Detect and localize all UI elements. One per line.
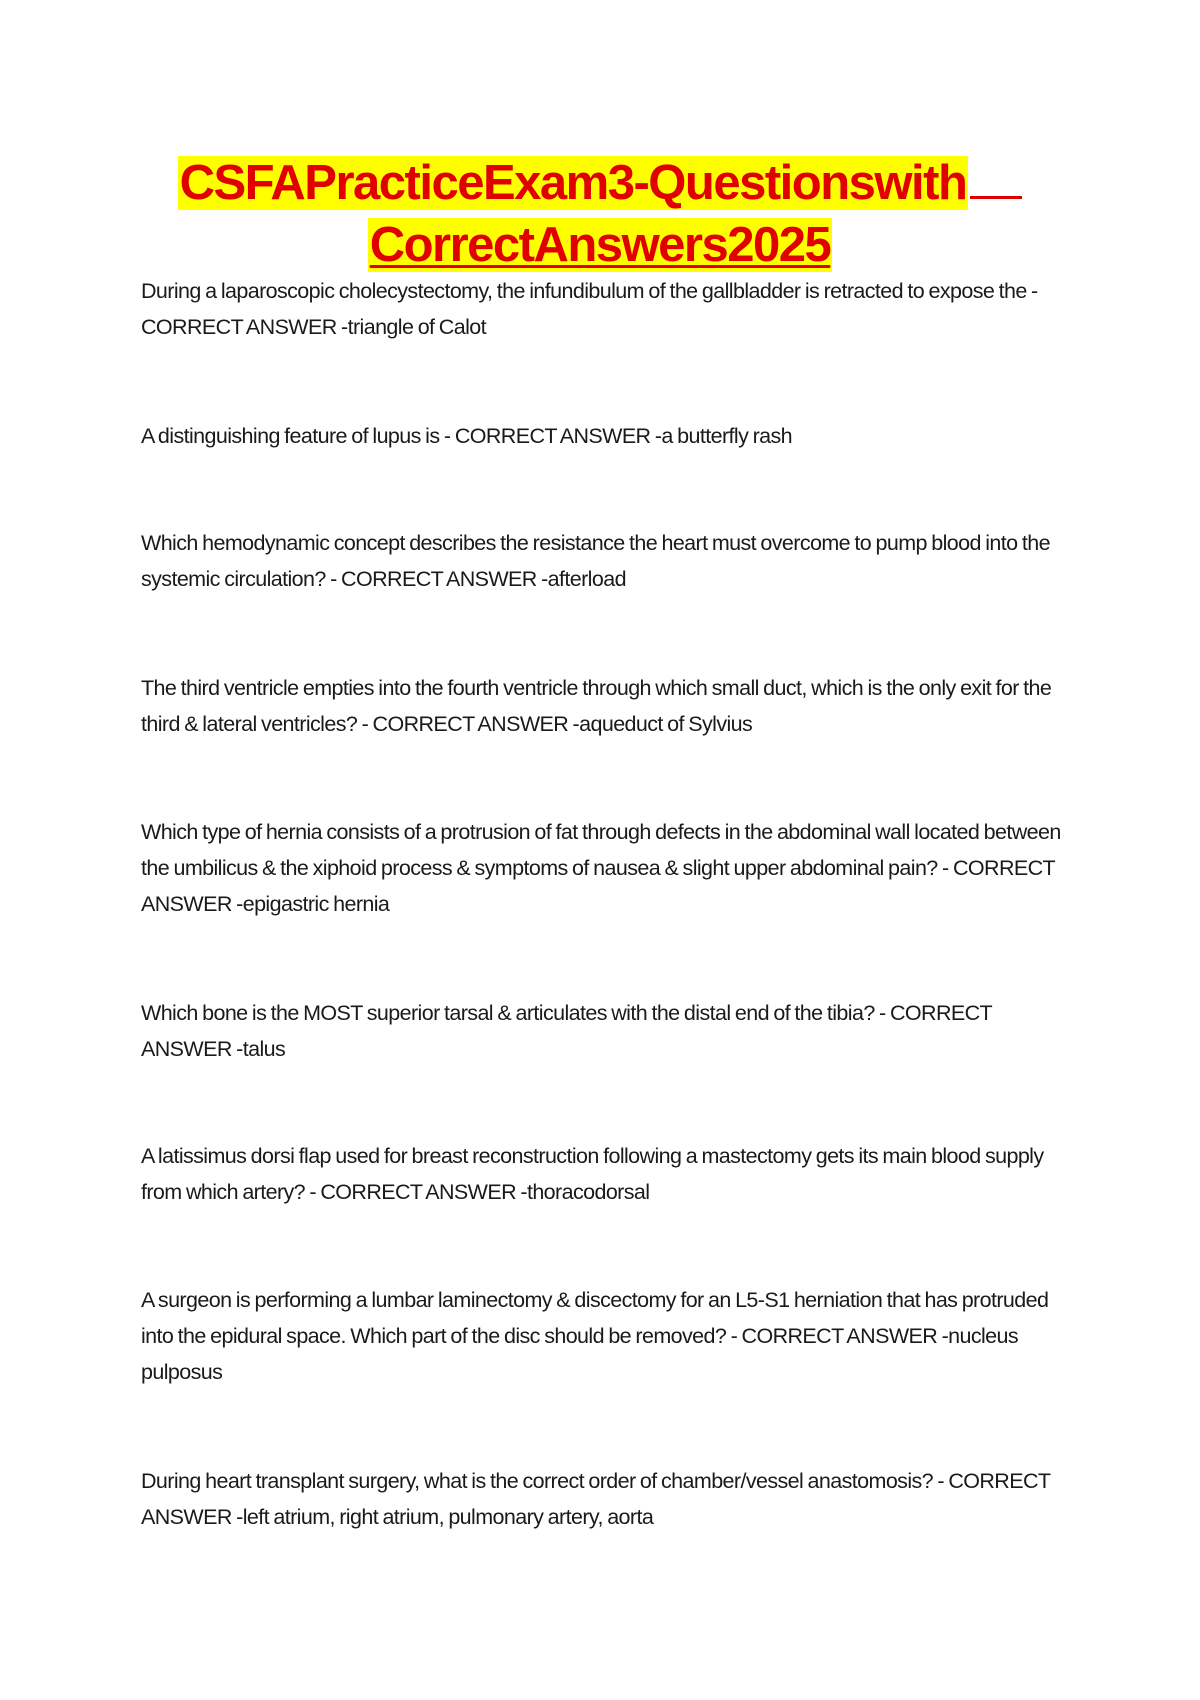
answer-label: CORRECT ANSWER xyxy=(141,315,337,339)
qa-item xyxy=(141,1138,1071,1210)
answer-text: -triangle of Calot xyxy=(336,315,486,339)
title-line-1-text: CSFAPracticeExam3-Questionswith xyxy=(179,156,967,210)
answer-text: -epigastric hernia xyxy=(231,892,390,916)
question-text: A surgeon is performing a lumbar laminectomy & discectomy for an L5-S1 herniation that has protruded into the epidural space. Which part of the disc should be removed? - xyxy=(141,1288,1049,1348)
answer-label: CORRECT ANSWER xyxy=(454,424,651,448)
question-text: Which type of hernia consists of a protrusion of fat through defects in the abdominal wall located between the umbilicus & the xiphoid process & symptoms of nausea & slight upper abdominal pain? - xyxy=(141,820,1061,880)
answer-text: -left atrium, right atrium, pulmonary artery, aorta xyxy=(231,1505,654,1529)
answer-label: CORRECT ANSWER xyxy=(141,1469,1051,1529)
question-text: A latissimus dorsi flap used for breast reconstruction following a mastectomy gets its main blood supply from which artery? - xyxy=(141,1144,1044,1204)
question-text: A distinguishing feature of lupus is - xyxy=(141,424,455,448)
qa-item xyxy=(141,670,1071,742)
answer-text: -aqueduct of Sylvius xyxy=(568,712,753,736)
question-text: During a laparoscopic cholecystectomy, the infundibulum of the gallbladder is retracted to expose the - xyxy=(141,279,1038,303)
question-text: The third ventricle empties into the fourth ventricle through which small duct, which is the only exit for the third & lateral ventricles? - xyxy=(141,676,1052,736)
qa-item xyxy=(141,814,1071,922)
answer-label: CORRECT ANSWER xyxy=(372,712,569,736)
answer-text: -afterload xyxy=(536,567,626,591)
question-text: During heart transplant surgery, what is the correct order of chamber/vessel anastomosis? - xyxy=(141,1469,949,1493)
title-line-1 xyxy=(0,152,1200,214)
title-line-2-text: CorrectAnswers2025 xyxy=(369,218,831,272)
qa-item xyxy=(141,1463,1071,1535)
answer-label: CORRECT ANSWER xyxy=(141,856,1055,916)
answer-text: -talus xyxy=(231,1037,286,1061)
answer-label: CORRECT ANSWER xyxy=(320,1180,517,1204)
qa-item xyxy=(141,418,1071,454)
qa-item xyxy=(141,525,1071,597)
answer-text: -thoracodorsal xyxy=(516,1180,650,1204)
document-title xyxy=(0,152,1200,276)
answer-text: -a butterfly rash xyxy=(650,424,793,448)
title-line-2 xyxy=(0,214,1200,276)
answer-label: CORRECT ANSWER xyxy=(341,567,537,591)
title-underline-tail xyxy=(970,152,1022,199)
question-text: Which bone is the MOST superior tarsal & articulates with the distal end of the tibia? - xyxy=(141,1001,890,1025)
qa-item xyxy=(141,273,1071,345)
answer-label: CORRECT ANSWER xyxy=(741,1324,938,1348)
question-text: Which hemodynamic concept describes the resistance the heart must overcome to pump blood into the systemic circulation? - xyxy=(141,531,1050,591)
qa-item xyxy=(141,995,1071,1067)
answer-text: -nucleus pulposus xyxy=(141,1324,1019,1384)
qa-item xyxy=(141,1282,1071,1390)
answer-label: CORRECT ANSWER xyxy=(141,1001,992,1061)
